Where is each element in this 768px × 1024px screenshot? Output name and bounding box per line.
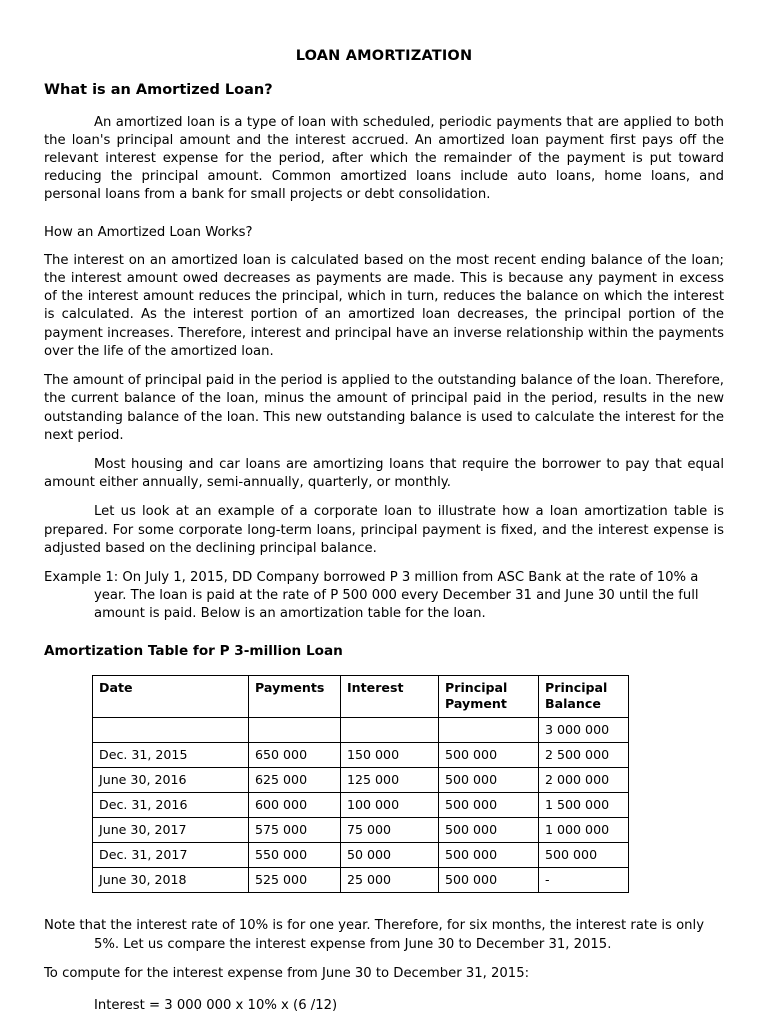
cell-interest: 75 000 xyxy=(341,818,439,843)
table-row xyxy=(93,767,629,792)
paragraph-compute-intro: To compute for the interest expense from June 30 to December 31, 2015: xyxy=(44,965,530,981)
cell-principal-balance: 1 000 000 xyxy=(539,818,629,843)
table-row xyxy=(93,742,629,767)
paragraph-interest-calculation: The interest on an amortized loan is calculated based on the most recent ending balance of the loan; the interest amount owed decreases as payments are made. This is because any payment in excess of the interest amount reduces the principal, which in turn, reduces the balance on which the interest is calculated. As the interest portion of an amortized loan decreases, the principal portion of the payment increases. Therefore, interest and principal have an inverse relationship within the payments over the life of the amortized loan. xyxy=(44,252,724,359)
cell-interest: 50 000 xyxy=(341,843,439,868)
cell-principal-payment: 500 000 xyxy=(439,868,539,893)
cell-date: Dec. 31, 2015 xyxy=(93,742,249,767)
table-row xyxy=(93,792,629,817)
cell-payments: 575 000 xyxy=(249,818,341,843)
spacer xyxy=(44,492,724,503)
cell-interest: 125 000 xyxy=(341,767,439,792)
cell-date: June 30, 2018 xyxy=(93,868,249,893)
cell-payments: 550 000 xyxy=(249,843,341,868)
column-header-date: Date xyxy=(93,676,249,717)
page-title: LOAN AMORTIZATION xyxy=(295,48,473,64)
cell-date: Dec. 31, 2017 xyxy=(93,843,249,868)
spacer xyxy=(44,241,724,252)
cell-payments: 600 000 xyxy=(249,792,341,817)
spacer xyxy=(44,558,724,569)
spacer xyxy=(44,100,724,114)
cell-principal-balance: - xyxy=(539,868,629,893)
cell-payments: 625 000 xyxy=(249,767,341,792)
spacer xyxy=(44,361,724,372)
paragraph-housing-car-loans: Most housing and car loans are amortizing loans that require the borrower to pay that equal amount either annually, semi-annually, quarterly, or monthly. xyxy=(44,456,724,491)
spacer xyxy=(44,893,724,917)
cell-principal-balance: 2 000 000 xyxy=(539,767,629,792)
cell-payments xyxy=(249,717,341,742)
cell-principal-payment xyxy=(439,717,539,742)
spacer xyxy=(44,983,724,997)
column-header-principal-balance: Principal Balance xyxy=(539,676,629,717)
amortization-table-container xyxy=(44,675,724,893)
cell-interest: 150 000 xyxy=(341,742,439,767)
cell-principal-payment: 500 000 xyxy=(439,818,539,843)
cell-principal-payment: 500 000 xyxy=(439,742,539,767)
cell-principal-balance: 3 000 000 xyxy=(539,717,629,742)
cell-interest xyxy=(341,717,439,742)
cell-payments: 525 000 xyxy=(249,868,341,893)
cell-principal-balance: 1 500 000 xyxy=(539,792,629,817)
section-heading-what-is-amortized-loan: What is an Amortized Loan? xyxy=(44,82,273,99)
cell-date: Dec. 31, 2016 xyxy=(93,792,249,817)
paragraph-example-1: Example 1: On July 1, 2015, DD Company borrowed P 3 million from ASC Bank at the rate of 10% a year. The loan is paid at the rate of P 500 000 every December 31 and June 30 until the full amount is paid. Below is an amortization table for the loan. xyxy=(44,570,699,622)
paragraph-principal-applied: The amount of principal paid in the period is applied to the outstanding balance of the loan. Therefore, the current balance of the loan, minus the amount of principal paid in the period, results in the new outstanding balance of the loan. This new outstanding balance is used to calculate the interest for the next period. xyxy=(44,373,724,443)
paragraph-definition: An amortized loan is a type of loan with scheduled, periodic payments that are applied to both the loan's principal amount and the interest accrued. An amortized loan payment first pays off the relevant interest expense for the period, after which the remainder of the payment is put toward reducing the principal amount. Common amortized loans include auto loans, home loans, and personal loans from a bank for small projects or debt consolidation. xyxy=(44,114,724,203)
cell-date xyxy=(93,717,249,742)
sub-heading-how-it-works: How an Amortized Loan Works? xyxy=(44,224,253,240)
amortization-table xyxy=(92,675,629,893)
column-header-interest: Interest xyxy=(341,676,439,717)
paragraph-corporate-example-intro: Let us look at an example of a corporate loan to illustrate how a loan amortization table is prepared. For some corporate long-term loans, principal payment is fixed, and the interest expense is adjusted based on the declining principal balance. xyxy=(44,504,724,556)
cell-principal-balance: 2 500 000 xyxy=(539,742,629,767)
cell-principal-payment: 500 000 xyxy=(439,767,539,792)
table-header-row xyxy=(93,676,629,717)
column-header-payments: Payments xyxy=(249,676,341,717)
spacer xyxy=(44,445,724,456)
cell-principal-payment: 500 000 xyxy=(439,843,539,868)
spacer xyxy=(44,954,724,965)
spacer xyxy=(44,205,724,224)
cell-interest: 25 000 xyxy=(341,868,439,893)
table-caption: Amortization Table for P 3-million Loan xyxy=(44,642,343,659)
cell-principal-balance: 500 000 xyxy=(539,843,629,868)
cell-principal-payment: 500 000 xyxy=(439,792,539,817)
cell-interest: 100 000 xyxy=(341,792,439,817)
column-header-principal-payment: Principal Payment xyxy=(439,676,539,717)
cell-date: June 30, 2017 xyxy=(93,818,249,843)
spacer xyxy=(44,624,724,643)
table-row xyxy=(93,717,629,742)
cell-payments: 650 000 xyxy=(249,742,341,767)
table-row xyxy=(93,818,629,843)
table-row xyxy=(93,868,629,893)
formula-interest: Interest = 3 000 000 x 10% x (6 /12) xyxy=(94,998,338,1014)
cell-date: June 30, 2016 xyxy=(93,767,249,792)
table-body xyxy=(93,717,629,893)
table-row xyxy=(93,843,629,868)
table-header xyxy=(93,676,629,717)
paragraph-note-interest-rate: Note that the interest rate of 10% is for one year. Therefore, for six months, the interest rate is only 5%. Let us compare the interest expense from June 30 to December 31, 2015. xyxy=(44,918,705,952)
